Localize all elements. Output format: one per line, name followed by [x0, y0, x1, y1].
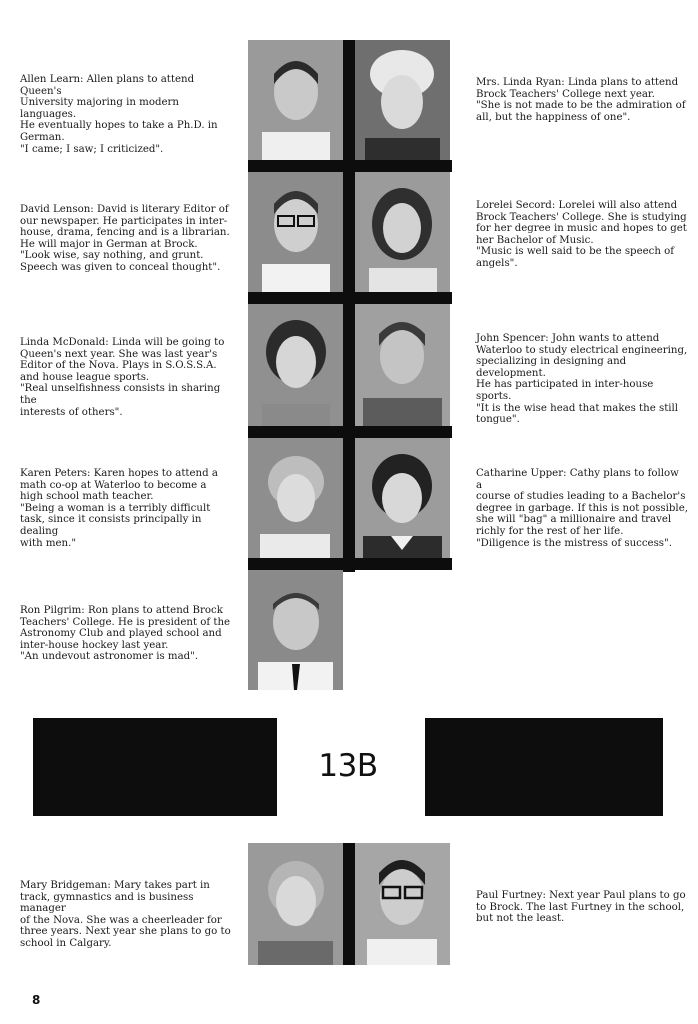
divider-horizontal-bar [248, 426, 452, 438]
divider-horizontal-bar [248, 558, 452, 570]
portrait-photo-catharine-upper [355, 438, 450, 558]
portrait-photo-paul-furtney [355, 843, 450, 965]
banner-bar-left [33, 718, 277, 816]
portrait-photo-ron-pilgrim [248, 570, 343, 690]
page-number: 8 [32, 993, 41, 1007]
portrait-photo-mary-bridgeman [248, 843, 343, 965]
bio-mary-bridgeman: Mary Bridgeman: Mary takes part in track, gymnastics and is business manager of the Nova. She was a cheerleader for three years. Next year she plans to go to school in Calgary. [20, 880, 231, 949]
bio-allen-learn: Allen Learn: Allen plans to attend Queen's University majoring in modern languages. He eventually hopes to take a Ph.D. in German. "I came; I saw; I criticized". [20, 74, 218, 155]
portrait-photo-lorelei-secord [355, 172, 450, 292]
divider-horizontal-bar [248, 160, 452, 172]
bio-linda-mcdonald: Linda McDonald: Linda will be going to Queen's next year. She was last year's Editor of the Nova. Plays in S.O.S.S.A. and house league sports. "Real unselfishness consists in sharing the interests of others". [20, 337, 225, 418]
portrait-photo-linda-ryan [355, 40, 450, 160]
section-title: 13B [318, 748, 378, 784]
portrait-photo-linda-mcdonald [248, 304, 343, 426]
divider-vertical-bar [343, 40, 355, 572]
portrait-photo-karen-peters [248, 438, 343, 558]
divider-vertical-bar-bottom [343, 843, 355, 965]
bio-karen-peters: Karen Peters: Karen hopes to attend a math co-op at Waterloo to become a high school math teacher. "Being a woman is a terribly difficult task, since it consists principally in dealing with men." [20, 468, 218, 549]
bio-lorelei-secord: Lorelei Secord: Lorelei will also attend Brock Teachers' College. She is studying for her degree in music and hopes to get her Bachelor of Music. "Music is well said to be the speech of angels". [476, 200, 687, 269]
banner-bar-right [425, 718, 663, 816]
portrait-photo-john-spencer [355, 304, 450, 426]
bio-catharine-upper: Catharine Upper: Cathy plans to follow a course of studies leading to a Bachelor's degree in garbage. If this is not possible, she will "bag" a millionaire and travel richly for the rest of her life. "Diligence is the mistress of success". [476, 468, 688, 549]
portrait-photo-david-lenson [248, 172, 343, 292]
divider-horizontal-bar [248, 292, 452, 304]
portrait-photo-allen-learn [248, 40, 343, 160]
bio-ron-pilgrim: Ron Pilgrim: Ron plans to attend Brock Teachers' College. He is president of the Astronomy Club and played school and inter-house hockey last year. "An undevout astronomer is mad". [20, 605, 231, 663]
bio-linda-ryan: Mrs. Linda Ryan: Linda plans to attend Brock Teachers' College next year. "She is not made to be the admiration of all, but the happiness of one". [476, 77, 686, 123]
bio-john-spencer: John Spencer: John wants to attend Waterloo to study electrical engineering, specializing in designing and development. He has participated in inter-house sports. "It is the wise head that makes the still tongue". [476, 333, 688, 426]
bio-david-lenson: David Lenson: David is literary Editor of our newspaper. He participates in inter- house, drama, fencing and is a librarian. He will major in German at Brock. "Look wise, say nothing, and grunt. Speech was given to conceal thought". [20, 204, 230, 273]
bio-paul-furtney: Paul Furtney: Next year Paul plans to go to Brock. The last Furtney in the school, but not the least. [476, 890, 686, 925]
